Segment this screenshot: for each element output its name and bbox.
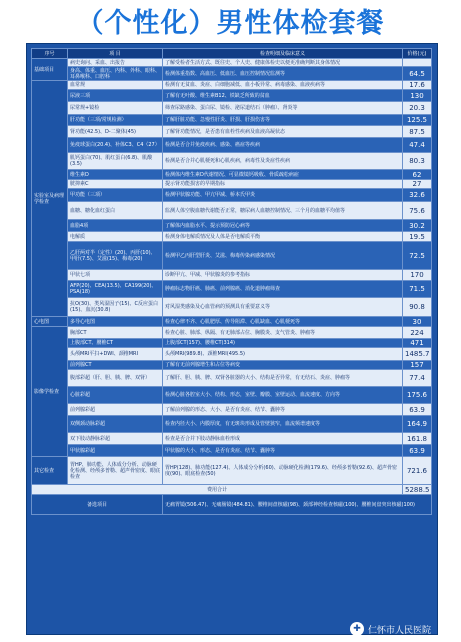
item-cell: 维生素D [68, 170, 163, 180]
desc-cell: 了解肾功能情况，是否患有血栓性疾病及血液高凝状态 [163, 126, 403, 138]
optional-desc: 无痛胃镜(506.47)、无痛肠镜(484.81)、腰椎间盘核磁(98)、颈部神经检查核磁(100)、腰椎间盘突出核磁(100) [163, 495, 432, 515]
table-row [32, 281, 432, 298]
table-row [32, 102, 432, 115]
desc-cell: 检查心律不齐、心肌肥厚、传导阻滞、心肌缺血、心肌梗死等 [163, 317, 403, 327]
desc-cell: 头颅MRI(989.8)、颈椎MRI(495.5) [163, 348, 403, 361]
total-row [32, 485, 432, 495]
price-cell: 721.6 [403, 457, 432, 485]
desc-cell: 筛查尿路感染、蛋白尿、镜检、泌尿道结石（肿瘤）、肾炎等 [163, 102, 403, 115]
category-cell: 基础项目 [32, 59, 68, 81]
table-row [32, 457, 432, 485]
price-cell: 77.4 [403, 370, 432, 387]
item-cell: 身高、体重、血压、内科、外科、眼科、耳鼻喉科、口腔科 [68, 67, 163, 81]
table-row [32, 361, 432, 370]
item-cell: 抗O(30)、类风湿因子(15)、C反应蛋白(15)、血沉(30.8) [68, 298, 163, 317]
item-cell: 多导心电图 [68, 317, 163, 327]
price-cell: 71.5 [403, 281, 432, 298]
table-row [32, 67, 432, 81]
price-cell: 224 [403, 327, 432, 339]
price-cell: 87.5 [403, 126, 432, 138]
item-cell: 胃HP、肺功能、人体成分分析、动脉硬化检测、经颅多普勒、超声骨密度、眼底检查 [68, 457, 163, 485]
price-cell: 161.8 [403, 433, 432, 445]
desc-cell: 诊断甲亢、甲减、甲状腺炎的参考指标 [163, 270, 403, 281]
desc-cell: 了解有无叶酸、维生素B12、铁缺乏所致的贫血 [163, 90, 403, 102]
table-row [32, 189, 432, 202]
desc-cell: 上腹部CT(157)、腰椎CT(314) [163, 339, 403, 348]
desc-cell: 检测体重指数、高血压、低血压、血压控制情况监测等 [163, 67, 403, 81]
page-title: （个性化）男性体检套餐 [76, 7, 385, 39]
item-cell: 血脂4项 [68, 220, 163, 232]
table-row [32, 202, 432, 220]
table-row [32, 404, 432, 416]
desc-cell: 检测甲状腺功能、甲亢甲减、桥本氏甲炎 [163, 189, 403, 202]
table-row [32, 433, 432, 445]
table-row [32, 327, 432, 339]
table-row [32, 81, 432, 90]
desc-cell: 检查心脏、肺部、纵隔、有无肺部占位、胸膜炎、支气管炎、肿瘤等 [163, 327, 403, 339]
desc-cell: 监测人体空腹血糖代谢能否正常，糖尿病人血糖控制情况、三个月的血糖平均值等 [163, 202, 403, 220]
table-row [32, 387, 432, 404]
table-row [32, 348, 432, 361]
price-cell: 157 [403, 361, 432, 370]
price-cell: 32.6 [403, 189, 432, 202]
price-cell: 1485.7 [403, 348, 432, 361]
desc-cell: 胃HP(128)、肺功能(127.4)、人体成分分析(60)、动脉硬化检测(179.6)、经颅多普勒(92.6)、超声骨密度(90)、眼底检查(50) [163, 457, 403, 485]
price-cell: 471 [403, 339, 432, 348]
desc-cell: 了解前列腺的形态、大小、是否有炎症、结节、囊肿等 [163, 404, 403, 416]
price-cell: 27 [403, 180, 432, 189]
price-cell: 64.5 [403, 67, 432, 81]
price-cell: 20.3 [403, 102, 432, 115]
item-cell: 胸部CT [68, 327, 163, 339]
total-label: 费用合计 [32, 485, 403, 495]
table-row [32, 445, 432, 457]
item-cell: 肌钙蛋白(70)、肌红蛋白(6.8)、肌酸(3.5) [68, 153, 163, 170]
optional-row [32, 495, 432, 515]
header-category: 序号 [32, 49, 68, 59]
table-row [32, 220, 432, 232]
item-cell: 甲状七项 [68, 270, 163, 281]
table-row [32, 339, 432, 348]
item-cell: 肾功能(42.5)、D-二聚体(45) [68, 126, 163, 138]
price-cell [403, 59, 432, 67]
table-row [32, 153, 432, 170]
table-row [32, 138, 432, 153]
price-cell: 63.9 [403, 445, 432, 457]
price-cell: 17.6 [403, 81, 432, 90]
price-cell: 90.8 [403, 298, 432, 317]
item-cell: 尿液三项 [68, 90, 163, 102]
item-cell: 血糖、糖化血红蛋白 [68, 202, 163, 220]
optional-label: 备选项目 [32, 495, 163, 515]
desc-cell: 甲状腺的大小、形态、是否有炎症、结节、囊肿等 [163, 445, 403, 457]
desc-cell: 了解体内血脂水平、提示预防冠心病等 [163, 220, 403, 232]
category-cell: 其它检查 [32, 457, 68, 485]
price-cell: 30 [403, 317, 432, 327]
category-cell: 实验室及病理学检查 [32, 81, 68, 317]
item-cell: 双侧颈动脉彩超 [68, 416, 163, 433]
price-cell: 75.6 [403, 202, 432, 220]
price-cell: 170 [403, 270, 432, 281]
price-cell: 125.5 [403, 115, 432, 126]
table-row [32, 416, 432, 433]
item-cell: 尿常规+镜检 [68, 102, 163, 115]
table-row [32, 115, 432, 126]
item-cell: 甲功能（三项） [68, 189, 163, 202]
item-cell: 血常规 [68, 81, 163, 90]
item-cell: 双下肢动静脉彩超 [68, 433, 163, 445]
table-row [32, 242, 432, 270]
desc-cell: 了解有无前列腺增生和占位等病变 [163, 361, 403, 370]
price-cell: 47.4 [403, 138, 432, 153]
item-cell: 肝功能（三项/常规检测） [68, 115, 163, 126]
desc-cell: 检测体内维生素D代谢情况、可显微镜钙吸收、骨质疏松病症 [163, 170, 403, 180]
desc-cell: 检测身体电解质情况及人体是否电解质平衡 [163, 232, 403, 242]
table-row [32, 270, 432, 281]
desc-cell: 了解肝、胆、胰、脾、双肾各脏器的大小、结构是否异常，有无结石、炎症、肿瘤等 [163, 370, 403, 387]
item-cell: 病史询问、采血、出报告 [68, 59, 163, 67]
item-cell: 胱抑素C [68, 180, 163, 189]
item-cell: 上腹部CT、腰椎CT [68, 339, 163, 348]
item-cell: 前列腺CT [68, 361, 163, 370]
category-cell: 心电图 [32, 317, 68, 327]
table-row [32, 170, 432, 180]
desc-cell: 了解肝脏功能、急慢性肝炎、肝损、肝损伤害等 [163, 115, 403, 126]
desc-cell: 检测甲乙丙肝型肝炎、艾滋、梅毒传染病感染情况 [163, 242, 403, 270]
price-cell: 72.5 [403, 242, 432, 270]
desc-cell: 检测是否合并免疫疾病、感染、癌症等疾病 [163, 138, 403, 153]
table-row [32, 317, 432, 327]
table-row [32, 90, 432, 102]
price-cell: 30.2 [403, 220, 432, 232]
price-cell: 63.9 [403, 404, 432, 416]
hospital-logo-icon: ✚ [350, 622, 364, 636]
item-cell: 乙肝两对半（定性）(20)、丙肝(10)、甲肝(7.5)、艾滋(15)、梅毒(20) [68, 242, 163, 270]
desc-cell: 检查是否合并下肢动静脉血栓形成 [163, 433, 403, 445]
price-table-sheet [26, 43, 438, 635]
package-table [31, 48, 432, 515]
price-cell: 130 [403, 90, 432, 102]
item-cell: 头颅MRI平扫+DWI、颈椎MRI [68, 348, 163, 361]
price-cell: 175.6 [403, 387, 432, 404]
table-row [32, 180, 432, 189]
total-price: 5288.5 [403, 485, 432, 495]
item-cell: AFP(20)、CEA(13.5)、CA199(20)、PSA(18) [68, 281, 163, 298]
desc-cell: 检测是否合并心肌梗死和心肌疾病，病毒性及炎症性疾病 [163, 153, 403, 170]
table-header-row [32, 49, 432, 59]
table-row [32, 298, 432, 317]
table-row [32, 126, 432, 138]
price-cell: 164.9 [403, 416, 432, 433]
price-cell: 19.5 [403, 232, 432, 242]
watermark [350, 622, 431, 636]
desc-cell: 了解受检者生活方式、既往史、个人史、健康体检史以便更准确判断其身体情况 [163, 59, 403, 67]
desc-cell: 对风湿类感染及心血管病的预测具有重要意义等 [163, 298, 403, 317]
item-cell: 心脏彩超 [68, 387, 163, 404]
item-cell: 腹部彩超（肝、胆、胰、脾、双肾） [68, 370, 163, 387]
table-row [32, 59, 432, 67]
item-cell: 电解质 [68, 232, 163, 242]
desc-cell: 检查内径大小、内膜厚度，有无斑块形成及管壁狭窄，血流频谱速度等 [163, 416, 403, 433]
item-cell: 前列腺彩超 [68, 404, 163, 416]
header-desc: 检查明细及临床意义 [163, 49, 403, 59]
category-cell: 影像学检查 [32, 327, 68, 457]
desc-cell: 检测心脏各腔室大小、结构、形态，室壁、瓣膜、室壁运动、血流速度、方向等 [163, 387, 403, 404]
desc-cell: 肿瘤标志物肝癌、肺癌、前列腺癌、消化道肿瘤筛查 [163, 281, 403, 298]
price-cell: 80.3 [403, 153, 432, 170]
desc-cell: 检测有无贫血、炎症、白细胞减低、血小板异常、病毒感染、血液疾病等 [163, 81, 403, 90]
desc-cell: 提示肾功能损害的早期指标 [163, 180, 403, 189]
item-cell: 免疫球蛋白(20.4)、补体C3、C4（27） [68, 138, 163, 153]
header-price: 价格(元) [403, 49, 432, 59]
table-row [32, 232, 432, 242]
price-cell: 62 [403, 170, 432, 180]
item-cell: 甲状腺彩超 [68, 445, 163, 457]
table-row [32, 370, 432, 387]
header-item: 项 目 [68, 49, 163, 59]
table-body [32, 59, 432, 515]
watermark-text: 仁怀市人民医院 [367, 625, 431, 636]
